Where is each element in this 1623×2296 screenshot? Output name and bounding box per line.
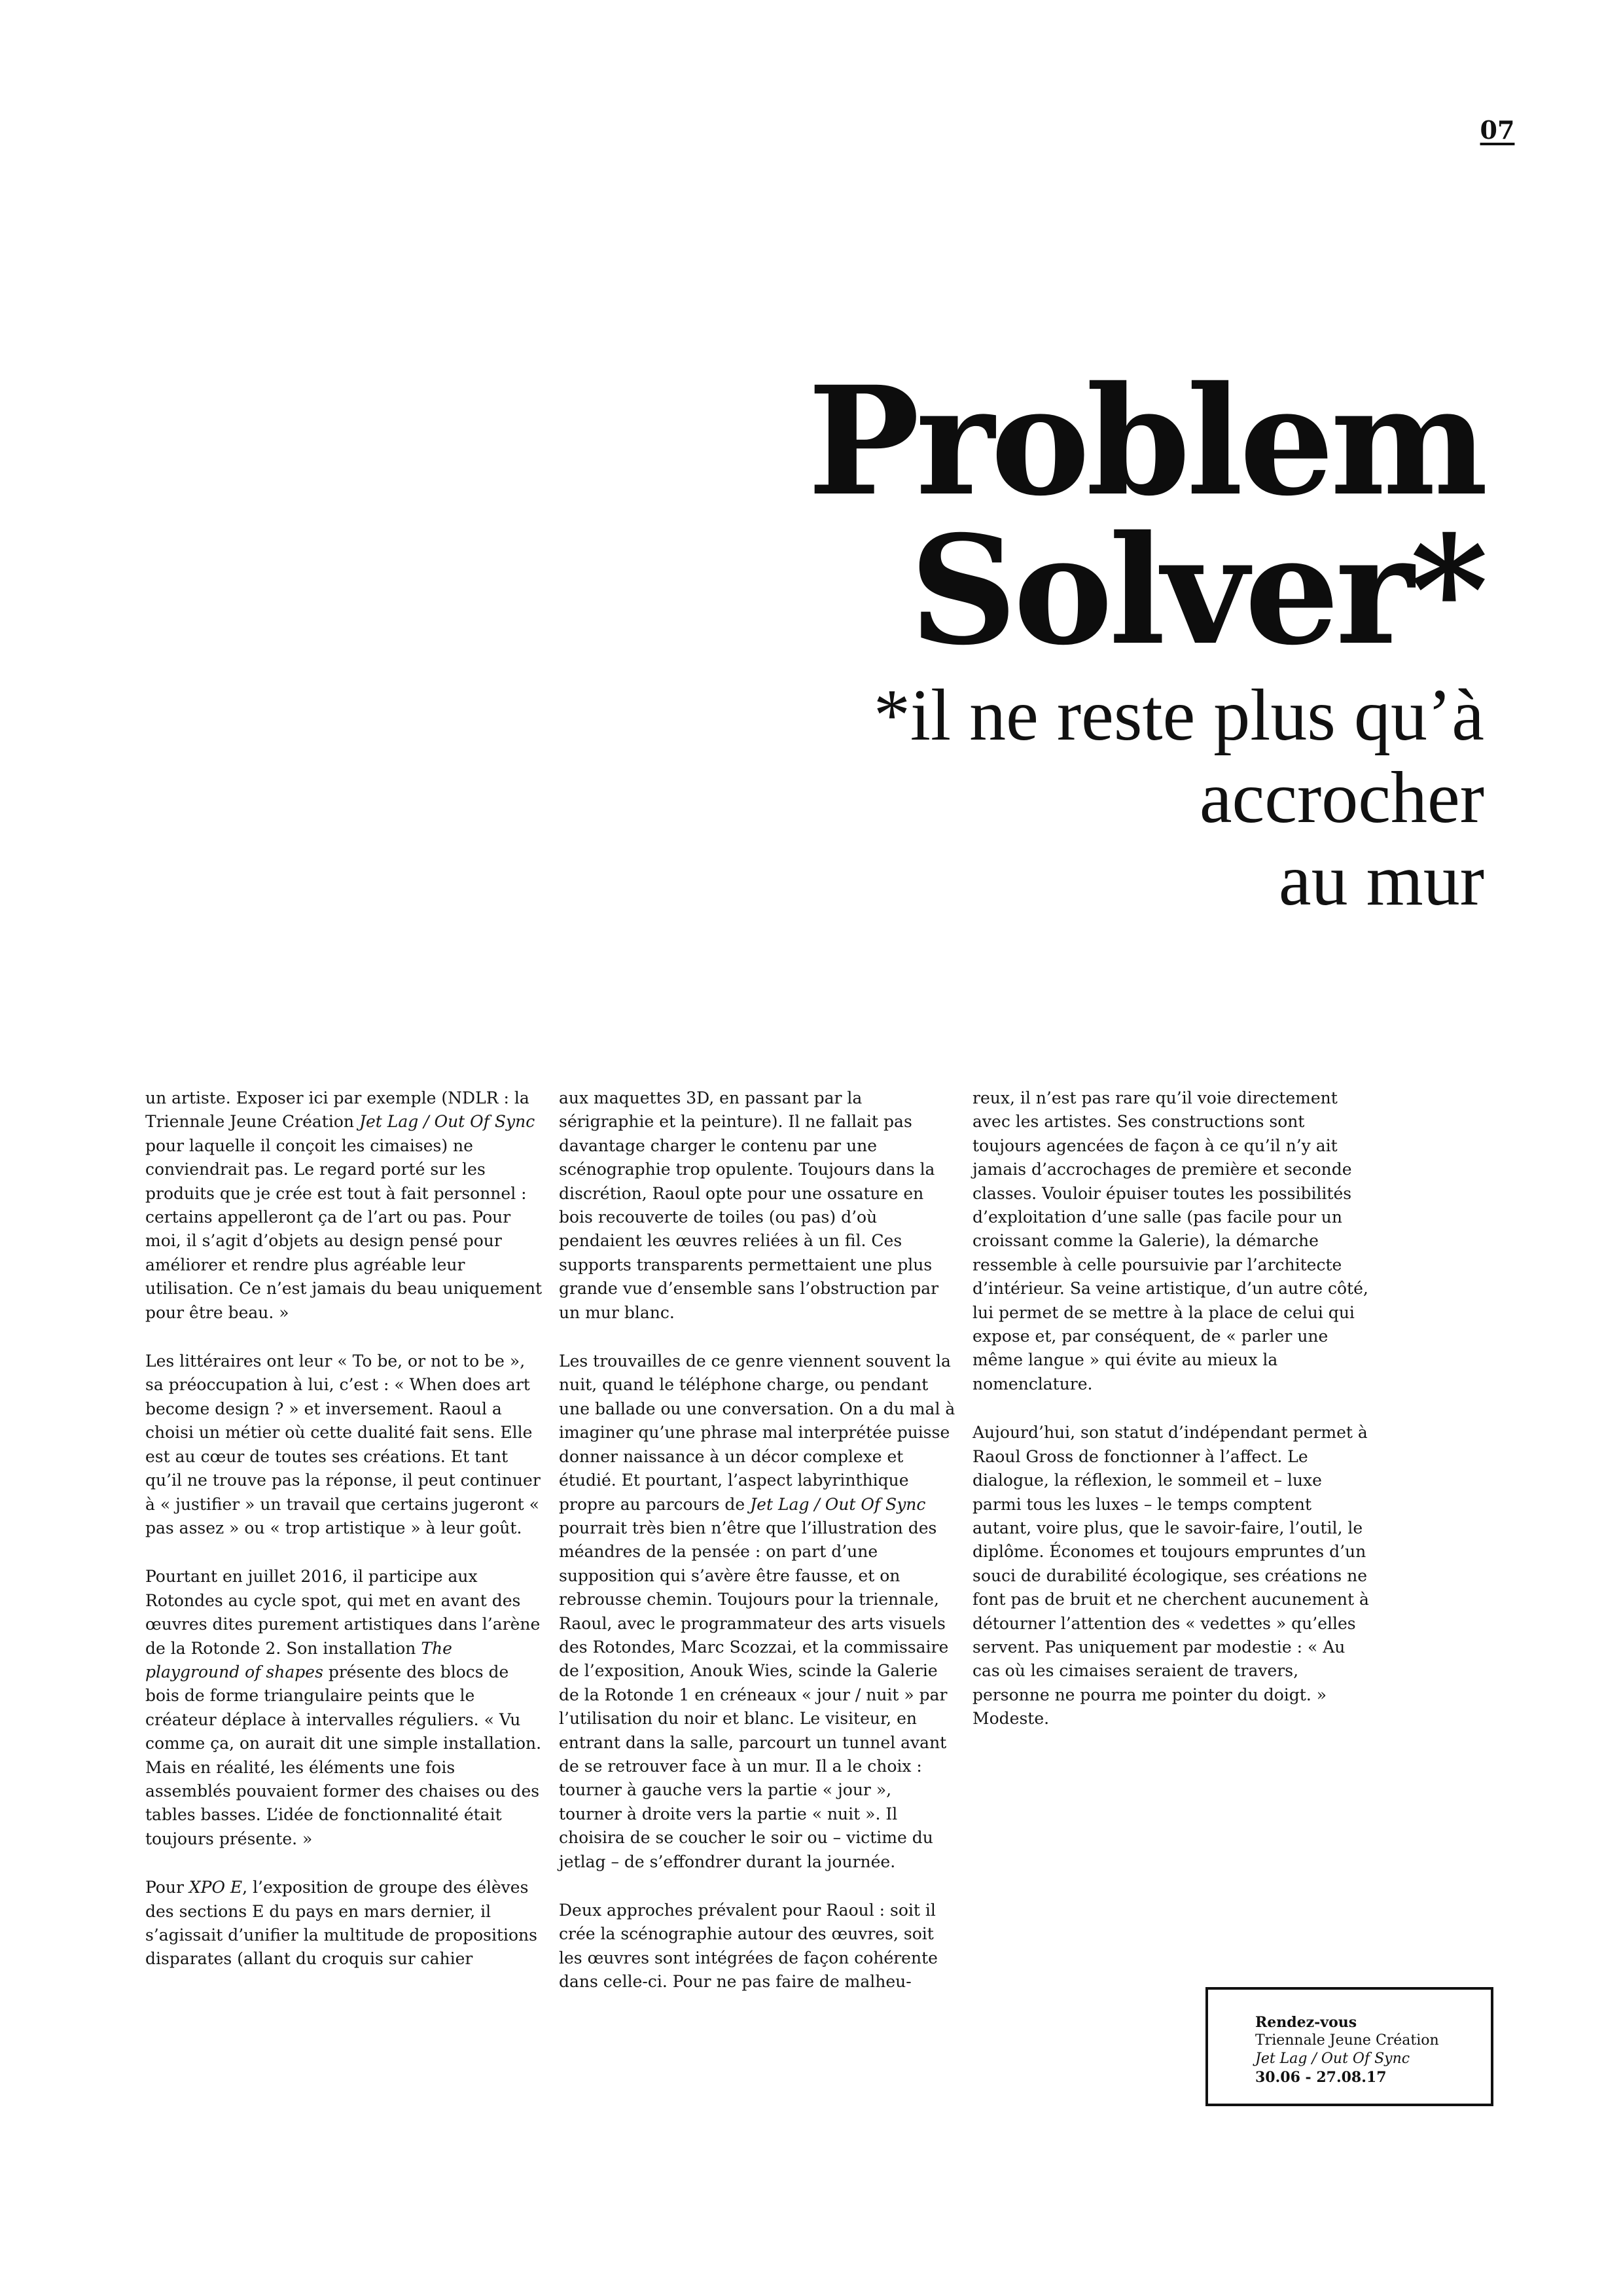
exhibition-title: Jet Lag / Out Of Sync (750, 1494, 926, 1514)
rendezvous-dates: 30.06 - 27.08.17 (1255, 2069, 1387, 2086)
headline-line-1: Problem (808, 353, 1484, 529)
article-column-3 (972, 1086, 1372, 1756)
headline (808, 353, 1484, 678)
page-number: 07 (1480, 115, 1515, 145)
rendezvous-exhibition: Jet Lag / Out Of Sync (1255, 2051, 1410, 2067)
paragraph: un artiste. Exposer ici par exemple (NDLR : la Triennale Jeune Création Jet Lag / Out Of Sync pour laquelle il conçoit les cimaises) ne conviendrait pas. Le regard porté sur les produits que je crée est tout à fait personnel : certains appelleront ça de l’art ou pas. Pour moi, il s’agit d’objets au design pensé pour améliorer et rendre plus agréable leur utilisation. Ce n’est jamais du beau uniquement pour être beau. » (145, 1088, 543, 1322)
paragraph: Deux approches prévalent pour Raoul : soit il crée la scénographie autour des œuvres, soit les œuvres sont intégrées de façon cohérente dans celle-ci. Pour ne pas faire de malheu- (559, 1901, 938, 1992)
headline-block (808, 353, 1484, 922)
rendezvous-title: Rendez-vous (1255, 2014, 1357, 2031)
paragraph: Pourtant en juillet 2016, il participe aux Rotondes au cycle spot, qui met en avant des œuvres dites purement artistiques dans l’arène de la Rotonde 2. Son installation The playground of shapes présente des blocs de bois de forme triangulaire peints que le créateur déplace à intervalles réguliers. « Vu comme ça, on aurait dit une simple installation. Mais en réalité, les éléments une fois assemblés pouvaient former des chaises ou des tables basses. L’idée de fonctionnalité était toujours présente. » (145, 1567, 542, 1848)
article-column-1 (145, 1086, 544, 1996)
paragraph: Les trouvailles de ce genre viennent souvent la nuit, quand le téléphone charge, ou pendant une ballade ou une conversation. On a du mal à imaginer qu’une phrase mal interprétée puisse donner naissance à un décor complexe et étudié. Et pourtant, l’aspect labyrinthique propre au parcours de Jet Lag / Out Of Sync pourrait très bien n’être que l’illustration des méandres de la pensée : on part d’une supposition qui s’avère être fausse, et on rebrousse chemin. Toujours pour la triennale, Raoul, avec le programmateur des arts visuels des Rotondes, Marc Scozzai, et la commissaire de l’exposition, Anouk Wies, scinde la Galerie de la Rotonde 1 en créneaux « jour / nuit » par l’utilisation du noir et blanc. Le visiteur, en entrant dans la salle, parcourt un tunnel avant de se retrouver face à un mur. Il a le choix : tourner à gauche vers la partie « jour », tourner à droite vers la partie « nuit ». Il choisira de se coucher le soir ou – victime du jetlag – de s’effondrer durant la journée. (559, 1352, 955, 1871)
subheadline-line-1: *il ne reste plus qu’à (873, 675, 1484, 756)
exhibition-title: Jet Lag / Out Of Sync (359, 1112, 535, 1132)
article-body (145, 1086, 1487, 1996)
exhibition-title: XPO E (188, 1878, 243, 1897)
paragraph: reux, il n’est pas rare qu’il voie directement avec les artistes. Ses constructions sont toujours agencées de façon à ce qu’il n’y ait jamais d’accrochages de première et seconde classes. Vouloir épuiser toutes les possibilités d’exploitation d’une salle (pas facile pour un croissant comme la Galerie), la démarche ressemble à celle poursuivie par l’architecte d’intérieur. Sa veine artistique, d’un autre côté, lui permet de se mettre à la place de celui qui expose et, par conséquent, de « parler une même langue » qui évite au mieux la nomenclature. (972, 1088, 1368, 1393)
paragraph: Aujourd’hui, son statut d’indépendant permet à Raoul Gross de fonctionner à l’affect. Le dialogue, la réflexion, le sommeil et – luxe parmi tous les luxes – le temps comptent autant, voire plus, que le savoir-faire, l’outil, le diplôme. Économes et toujours empruntes d’un souci de durabilité écologique, ses créations ne font pas de bruit et ne cherchent aucunement à détourner l’attention des « vedettes » qu’elles servent. Pas uniquement par modestie : « Au cas où les cimaises seraient de travers, personne ne pourra me pointer du doigt. » Modeste. (972, 1423, 1369, 1729)
article-column-2 (559, 1086, 958, 2019)
rendezvous-box (1205, 1987, 1493, 2106)
subheadline-line-2: accrocher (1199, 757, 1484, 838)
rendezvous-event: Triennale Jeune Création (1255, 2032, 1439, 2049)
paragraph: Les littéraires ont leur « To be, or not to be », sa préoccupation à lui, c’est : « When does art become design ? » et inversement. Raoul a choisi un métier où cette dualité fait sens. Elle est au cœur de toutes ses créations. Et tant qu’il ne trouve pas la réponse, il peut continuer à « justifier » un travail que certains jugeront « pas assez » ou « trop artistique » à leur goût. (145, 1352, 541, 1537)
paragraph: aux maquettes 3D, en passant par la sérigraphie et la peinture). Il ne fallait pas davantage charger le contenu par une scénographie trop opulente. Toujours dans la discrétion, Raoul opte pour une ossature en bois recouverte de toiles (ou pas) d’où pendaient les œuvres reliées à un fil. Ces supports transparents permettaient une plus grande vue d’ensemble sans l’obstruction par un mur blanc. (559, 1088, 939, 1322)
installation-title: The playground of shapes (145, 1638, 452, 1681)
paragraph: Pour XPO E, l’exposition de groupe des élèves des sections E du pays en mars dernier, il s’agissait d’unifier la multitude de propositions disparates (allant du croquis sur cahier (145, 1878, 537, 1969)
subheadline-line-3: au mur (1278, 840, 1484, 921)
subheadline (808, 674, 1484, 922)
headline-line-2: Solver* (909, 503, 1484, 678)
